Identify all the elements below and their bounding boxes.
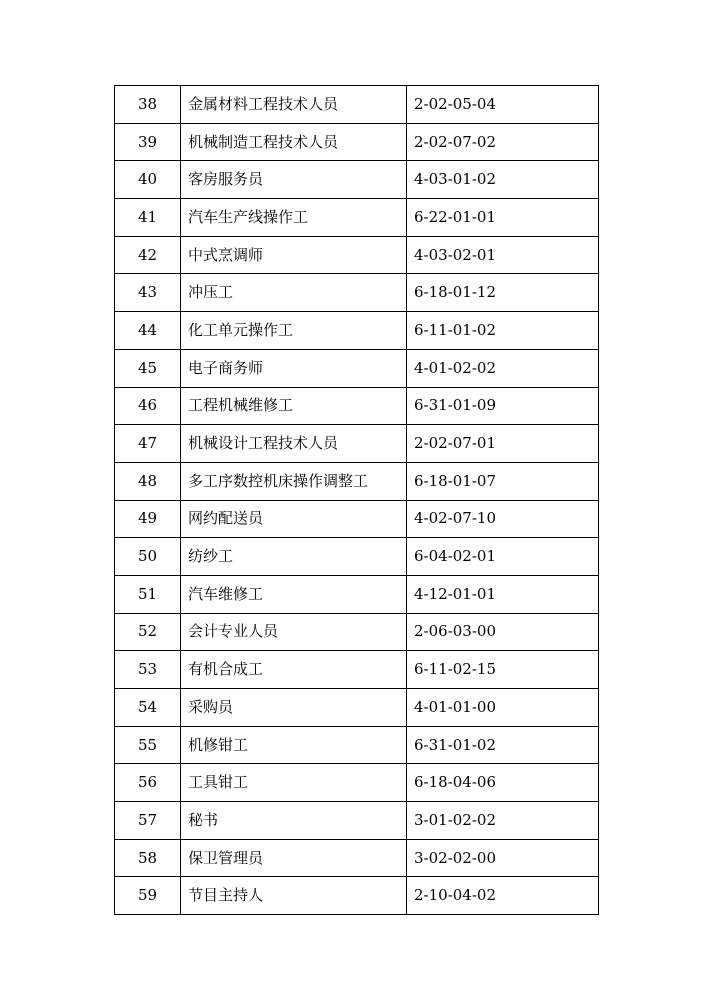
occupation-code-cell: 6-11-01-02 [407, 312, 599, 350]
occupation-code-cell: 3-02-02-00 [407, 839, 599, 877]
occupation-name-cell: 机修钳工 [181, 726, 407, 764]
row-number-cell: 38 [115, 86, 181, 124]
table-row [115, 613, 599, 651]
table-row [115, 236, 599, 274]
occupation-code-cell: 4-12-01-01 [407, 575, 599, 613]
occupation-name-cell: 秘书 [181, 802, 407, 840]
table-row [115, 802, 599, 840]
table-row [115, 349, 599, 387]
table-row [115, 387, 599, 425]
row-number-cell: 58 [115, 839, 181, 877]
occupation-code-cell: 3-01-02-02 [407, 802, 599, 840]
row-number-cell: 46 [115, 387, 181, 425]
row-number-cell: 59 [115, 877, 181, 915]
row-number-cell: 43 [115, 274, 181, 312]
occupation-code-cell: 6-31-01-09 [407, 387, 599, 425]
table-row [115, 462, 599, 500]
occupation-name-cell: 电子商务师 [181, 349, 407, 387]
occupation-code-cell: 6-04-02-01 [407, 538, 599, 576]
table-row [115, 726, 599, 764]
row-number-cell: 56 [115, 764, 181, 802]
occupation-name-cell: 会计专业人员 [181, 613, 407, 651]
row-number-cell: 54 [115, 689, 181, 727]
row-number-cell: 55 [115, 726, 181, 764]
occupation-name-cell: 机械设计工程技术人员 [181, 425, 407, 463]
table-row [115, 538, 599, 576]
row-number-cell: 53 [115, 651, 181, 689]
occupation-name-cell: 采购员 [181, 689, 407, 727]
occupation-name-cell: 工具钳工 [181, 764, 407, 802]
occupation-code-cell: 4-02-07-10 [407, 500, 599, 538]
occupation-name-cell: 多工序数控机床操作调整工 [181, 462, 407, 500]
table-row [115, 651, 599, 689]
row-number-cell: 51 [115, 575, 181, 613]
occupation-name-cell: 有机合成工 [181, 651, 407, 689]
occupation-code-cell: 6-18-01-07 [407, 462, 599, 500]
table-row [115, 86, 599, 124]
occupation-code-cell: 4-01-02-02 [407, 349, 599, 387]
occupation-name-cell: 机械制造工程技术人员 [181, 123, 407, 161]
occupation-code-cell: 2-06-03-00 [407, 613, 599, 651]
occupation-code-cell: 2-10-04-02 [407, 877, 599, 915]
occupation-code-cell: 6-18-01-12 [407, 274, 599, 312]
occupation-name-cell: 中式烹调师 [181, 236, 407, 274]
table-row [115, 425, 599, 463]
table-row [115, 575, 599, 613]
table-row [115, 500, 599, 538]
row-number-cell: 44 [115, 312, 181, 350]
table-body [115, 86, 599, 915]
table-row [115, 877, 599, 915]
table-row [115, 123, 599, 161]
occupation-name-cell: 汽车维修工 [181, 575, 407, 613]
occupation-name-cell: 金属材料工程技术人员 [181, 86, 407, 124]
occupation-code-cell: 6-22-01-01 [407, 199, 599, 237]
row-number-cell: 50 [115, 538, 181, 576]
row-number-cell: 52 [115, 613, 181, 651]
occupation-name-cell: 节目主持人 [181, 877, 407, 915]
row-number-cell: 45 [115, 349, 181, 387]
table-row [115, 839, 599, 877]
row-number-cell: 40 [115, 161, 181, 199]
occupation-code-cell: 6-11-02-15 [407, 651, 599, 689]
occupation-name-cell: 客房服务员 [181, 161, 407, 199]
occupation-name-cell: 工程机械维修工 [181, 387, 407, 425]
row-number-cell: 47 [115, 425, 181, 463]
row-number-cell: 57 [115, 802, 181, 840]
row-number-cell: 48 [115, 462, 181, 500]
occupation-code-cell: 2-02-07-01 [407, 425, 599, 463]
table-row [115, 764, 599, 802]
occupation-code-cell: 4-03-02-01 [407, 236, 599, 274]
occupation-code-cell: 2-02-07-02 [407, 123, 599, 161]
occupation-code-cell: 4-03-01-02 [407, 161, 599, 199]
occupation-table [114, 85, 599, 915]
row-number-cell: 39 [115, 123, 181, 161]
occupation-name-cell: 纺纱工 [181, 538, 407, 576]
occupation-code-cell: 6-31-01-02 [407, 726, 599, 764]
row-number-cell: 42 [115, 236, 181, 274]
occupation-code-cell: 2-02-05-04 [407, 86, 599, 124]
row-number-cell: 41 [115, 199, 181, 237]
occupation-name-cell: 网约配送员 [181, 500, 407, 538]
occupation-name-cell: 化工单元操作工 [181, 312, 407, 350]
occupation-code-cell: 4-01-01-00 [407, 689, 599, 727]
table-row [115, 161, 599, 199]
table-row [115, 199, 599, 237]
occupation-code-cell: 6-18-04-06 [407, 764, 599, 802]
table-row [115, 312, 599, 350]
table-row [115, 274, 599, 312]
occupation-name-cell: 汽车生产线操作工 [181, 199, 407, 237]
table-row [115, 689, 599, 727]
occupation-name-cell: 保卫管理员 [181, 839, 407, 877]
row-number-cell: 49 [115, 500, 181, 538]
occupation-name-cell: 冲压工 [181, 274, 407, 312]
